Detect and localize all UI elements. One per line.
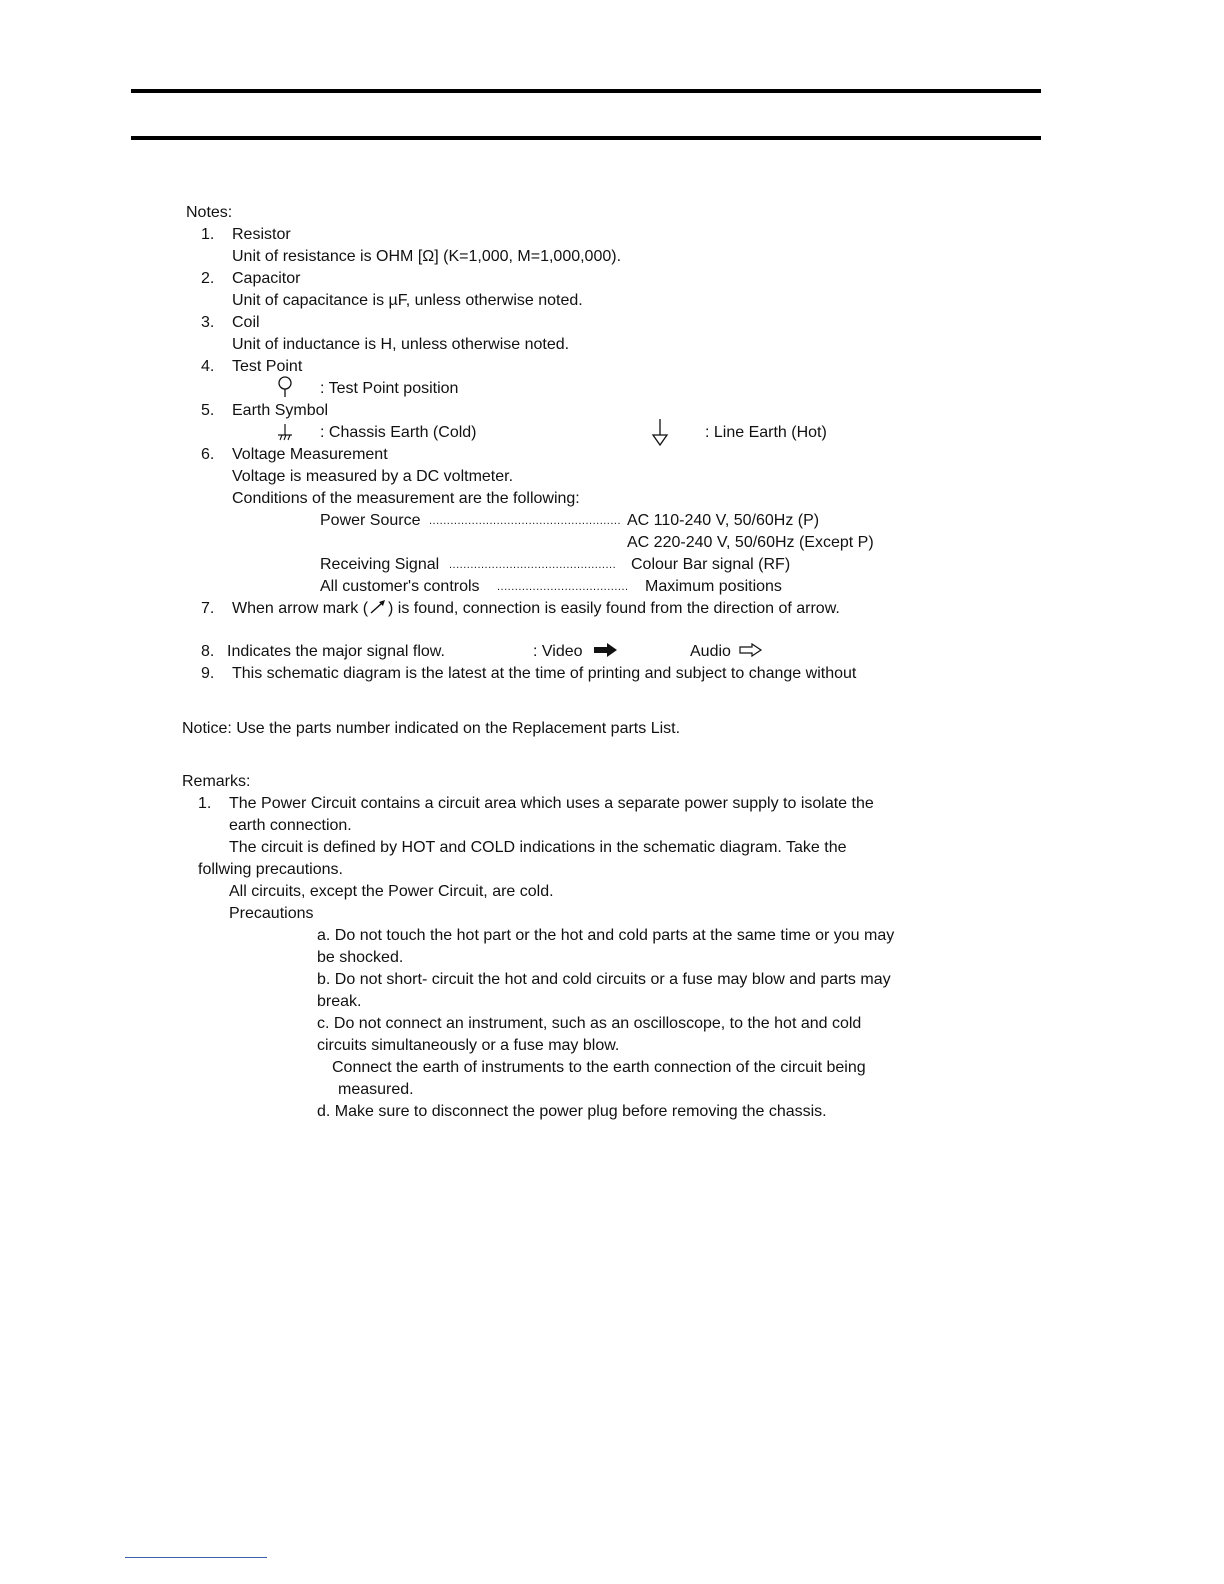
precaution-a-2: be shocked. — [317, 949, 404, 966]
note-3-desc: Unit of inductance is H, unless otherwise noted. — [232, 336, 570, 353]
footer-link-underline — [125, 1557, 267, 1558]
audio-arrow-icon — [739, 643, 763, 657]
precaution-c-3: Connect the earth of instruments to the earth connection of the circuit being — [332, 1059, 866, 1076]
audio-label: Audio — [690, 643, 731, 660]
condition-power-value: AC 110-240 V, 50/60Hz (P) — [627, 512, 820, 529]
precaution-c-1: c. Do not connect an instrument, such as an oscilloscope, to the hot and cold — [317, 1015, 862, 1032]
condition-signal-dots: ............................................... — [449, 559, 617, 571]
precaution-c-2: circuits simultaneously or a fuse may blow. — [317, 1037, 620, 1054]
note-9-text: This schematic diagram is the latest at the time of printing and subject to change without — [232, 665, 857, 682]
note-6-number: 6. — [201, 446, 215, 463]
remark-line-5: All circuits, except the Power Circuit, are cold. — [229, 883, 554, 900]
condition-signal-value: Colour Bar signal (RF) — [631, 556, 791, 573]
note-9-number: 9. — [201, 665, 215, 682]
condition-power-label: Power Source — [320, 512, 421, 529]
condition-signal-label: Receiving Signal — [320, 556, 440, 573]
remark-line-4: follwing precautions. — [198, 861, 343, 878]
note-7-post: ) is found, connection is easily found from the direction of arrow. — [388, 600, 840, 617]
note-4-desc: : Test Point position — [320, 380, 459, 397]
video-label: : Video — [533, 643, 583, 660]
note-6-title: Voltage Measurement — [232, 446, 388, 463]
second-rule — [131, 136, 1041, 140]
remark-line-1: The Power Circuit contains a circuit area which uses a separate power supply to isolate the — [229, 795, 874, 812]
remarks-heading: Remarks: — [182, 773, 251, 790]
chassis-earth-icon — [276, 423, 294, 441]
top-rule — [131, 89, 1041, 93]
precaution-c-4: measured. — [338, 1081, 414, 1098]
condition-power-value-2: AC 220-240 V, 50/60Hz (Except P) — [627, 534, 874, 551]
precaution-b-2: break. — [317, 993, 362, 1010]
note-2-desc: Unit of capacitance is µF, unless otherwise noted. — [232, 292, 583, 309]
condition-power-dots: ...................................................... — [429, 515, 622, 527]
note-2-number: 2. — [201, 270, 215, 287]
chassis-earth-label: : Chassis Earth (Cold) — [320, 424, 477, 441]
note-1-desc: Unit of resistance is OHM [Ω] (K=1,000, M=1,000,000). — [232, 248, 622, 265]
test-point-icon — [276, 376, 294, 398]
notice-text: Notice: Use the parts number indicated on the Replacement parts List. — [182, 720, 681, 737]
line-earth-label: : Line Earth (Hot) — [705, 424, 827, 441]
note-6-desc-1: Voltage is measured by a DC voltmeter. — [232, 468, 514, 485]
note-4-title: Test Point — [232, 358, 303, 375]
arrow-mark-icon — [368, 599, 388, 615]
condition-controls-value: Maximum positions — [645, 578, 782, 595]
condition-controls-dots: ..................................... — [497, 581, 629, 593]
note-6-desc-2: Conditions of the measurement are the following: — [232, 490, 580, 507]
note-1-title: Resistor — [232, 226, 291, 243]
note-7-number: 7. — [201, 600, 215, 617]
note-4-number: 4. — [201, 358, 215, 375]
note-7-pre: When arrow mark ( — [232, 600, 369, 617]
note-7-text — [232, 599, 840, 619]
video-arrow-icon — [594, 643, 618, 657]
note-8-text: Indicates the major signal flow. — [227, 643, 445, 660]
remark-line-6: Precautions — [229, 905, 314, 922]
line-earth-icon — [650, 419, 670, 447]
precaution-a-1: a. Do not touch the hot part or the hot and cold parts at the same time or you may — [317, 927, 895, 944]
note-3-number: 3. — [201, 314, 215, 331]
note-3-title: Coil — [232, 314, 260, 331]
note-8-number: 8. — [201, 643, 215, 660]
note-5-title: Earth Symbol — [232, 402, 329, 419]
remark-line-3: The circuit is defined by HOT and COLD indications in the schematic diagram. Take the — [229, 839, 847, 856]
precaution-b-1: b. Do not short- circuit the hot and cold circuits or a fuse may blow and parts may — [317, 971, 891, 988]
note-1-number: 1. — [201, 226, 215, 243]
precaution-d-1: d. Make sure to disconnect the power plug before removing the chassis. — [317, 1103, 827, 1120]
note-5-number: 5. — [201, 402, 215, 419]
remark-line-2: earth connection. — [229, 817, 352, 834]
remark-1-number: 1. — [198, 795, 212, 812]
note-2-title: Capacitor — [232, 270, 301, 287]
notes-heading: Notes: — [186, 204, 233, 221]
condition-controls-label: All customer's controls — [320, 578, 480, 595]
